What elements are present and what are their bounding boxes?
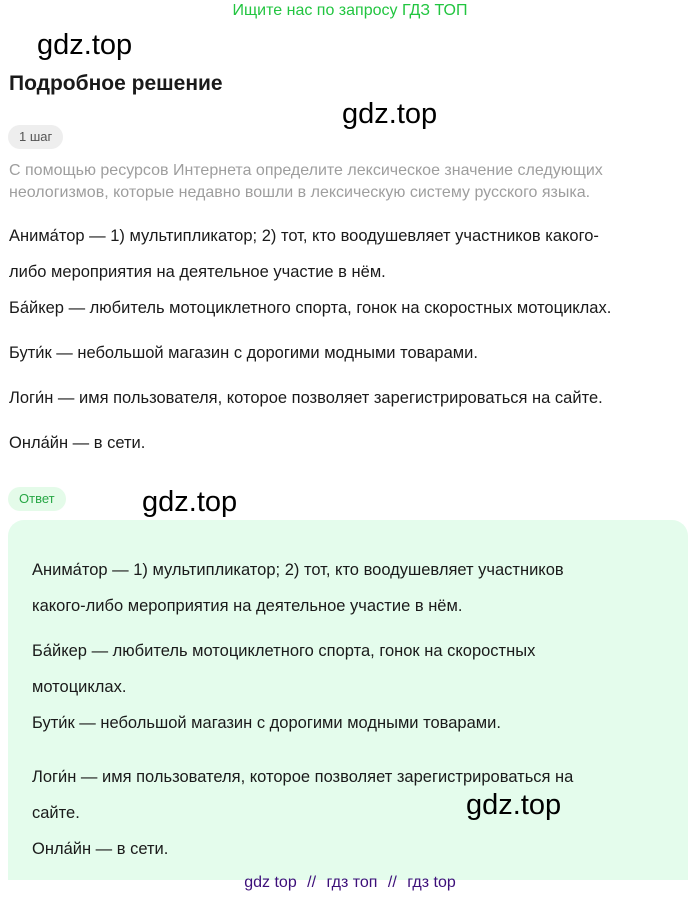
answer-line: Логи́н — имя пользователя, которое позволяет зарегистрироваться на: [32, 768, 574, 786]
solution-entry-online: Онла́йн — в сети.: [9, 434, 146, 452]
footer-separator: //: [307, 874, 317, 891]
solution-entry-animator: [9, 218, 694, 290]
solution-entry-login: Логи́н — имя пользователя, которое позволяет зарегистрироваться на сайте.: [9, 389, 603, 407]
solution-line: Анима́тор — 1) мультипликатор; 2) тот, кто воодушевляет участников какого-: [9, 227, 599, 245]
footer-link-gdz-top-mixed[interactable]: гдз top: [407, 874, 456, 891]
footer-links: [0, 874, 700, 892]
task-line: С помощью ресурсов Интернета определите лексическое значение следующих: [9, 162, 603, 179]
answer-line: Ба́йкер — любитель мотоциклетного спорта, гонок на скоростных: [32, 642, 536, 660]
task-statement: [9, 160, 689, 204]
answer-entry-animator: [32, 552, 672, 624]
solution-entry-biker: Ба́йкер — любитель мотоциклетного спорта, гонок на скоростных мотоциклах.: [9, 299, 612, 317]
answer-entry-boutique: Бути́к — небольшой магазин с дорогими модными товарами.: [32, 714, 501, 732]
watermark: gdz.top: [342, 98, 438, 130]
search-promo-banner: Ищите нас по запросу ГДЗ ТОП: [232, 2, 468, 19]
answer-line: Анима́тор — 1) мультипликатор; 2) тот, кто воодушевляет участников: [32, 561, 564, 579]
answer-entry-online: Онла́йн — в сети.: [32, 840, 169, 858]
step-badge: 1 шаг: [8, 125, 63, 149]
watermark: gdz.top: [466, 789, 562, 821]
answer-entry-biker: [32, 633, 672, 705]
watermark: gdz.top: [37, 29, 133, 61]
answer-entry-login: [32, 759, 672, 831]
solution-entry-boutique: Бути́к — небольшой магазин с дорогими модными товарами.: [9, 344, 478, 362]
watermark: gdz.top: [142, 486, 238, 518]
footer-separator: //: [387, 874, 397, 891]
page-title: Подробное решение: [9, 72, 223, 95]
answer-line: сайте.: [32, 804, 80, 822]
footer-link-gdz-top[interactable]: gdz top: [244, 874, 297, 891]
answer-badge: Ответ: [8, 487, 66, 511]
footer-link-gdz-top-cyrillic[interactable]: гдз топ: [326, 874, 378, 891]
solution-line: либо мероприятия на деятельное участие в нём.: [9, 263, 386, 281]
task-line: неологизмов, которые недавно вошли в лексическую систему русского языка.: [9, 184, 591, 201]
answer-line: мотоциклах.: [32, 678, 127, 696]
answer-line: какого-либо мероприятия на деятельное участие в нём.: [32, 597, 463, 615]
